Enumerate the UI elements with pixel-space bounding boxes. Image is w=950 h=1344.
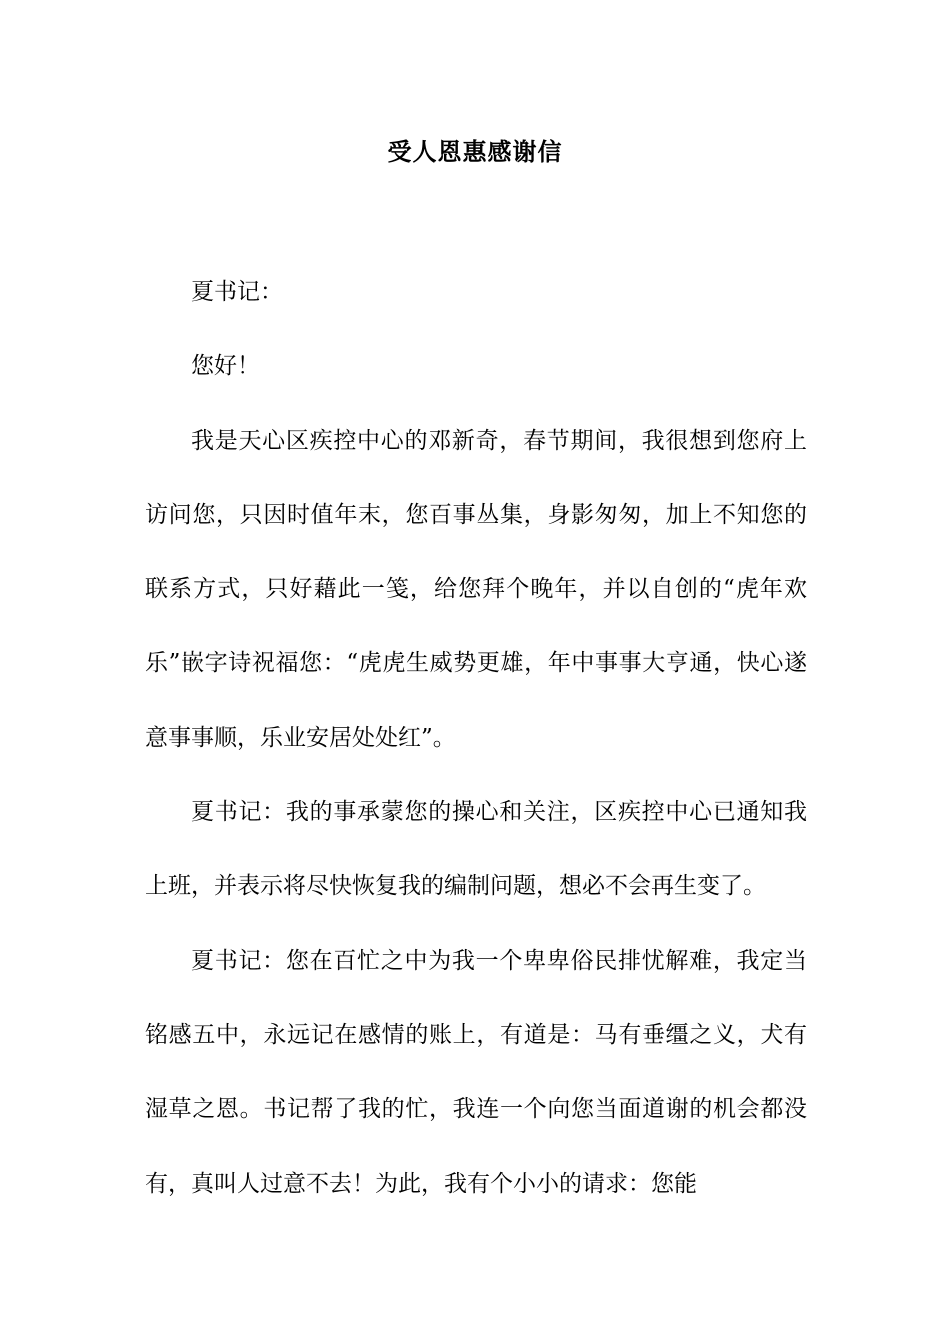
letter-title: 受人恩惠感谢信 [387, 137, 563, 166]
paragraph-introduction: 我是天心区疾控中心的邓新奇，春节期间，我很想到您府上访问您，只因时值年末，您百事丛集，身影匆匆，加上不知您的联系方式，只好藉此一笺，给您拜个晚年，并以自创的“虎年欢乐”嵌字诗祝福您：“虎虎生威势更雄，年中事事大亨通，快心遂意事事顺，乐业安居处处红”。 [145, 427, 807, 751]
paragraph-gratitude: 夏书记：您在百忙之中为我一个卑卑俗民排忧解难，我定当铭感五中，永远记在感情的账上，有道是：马有垂缰之义，犬有湿草之恩。书记帮了我的忙，我连一个向您当面道谢的机会都没有，真叫人过意不去！为此，我有个小小的请求：您能 [145, 947, 807, 1197]
paragraph-status: 夏书记：我的事承蒙您的操心和关注，区疾控中心已通知我上班，并表示将尽快恢复我的编制问题，想必不会再生变了。 [145, 799, 807, 900]
greeting: 您好！ [191, 353, 260, 380]
letter-body [145, 255, 807, 1221]
salutation: 夏书记： [191, 279, 283, 305]
